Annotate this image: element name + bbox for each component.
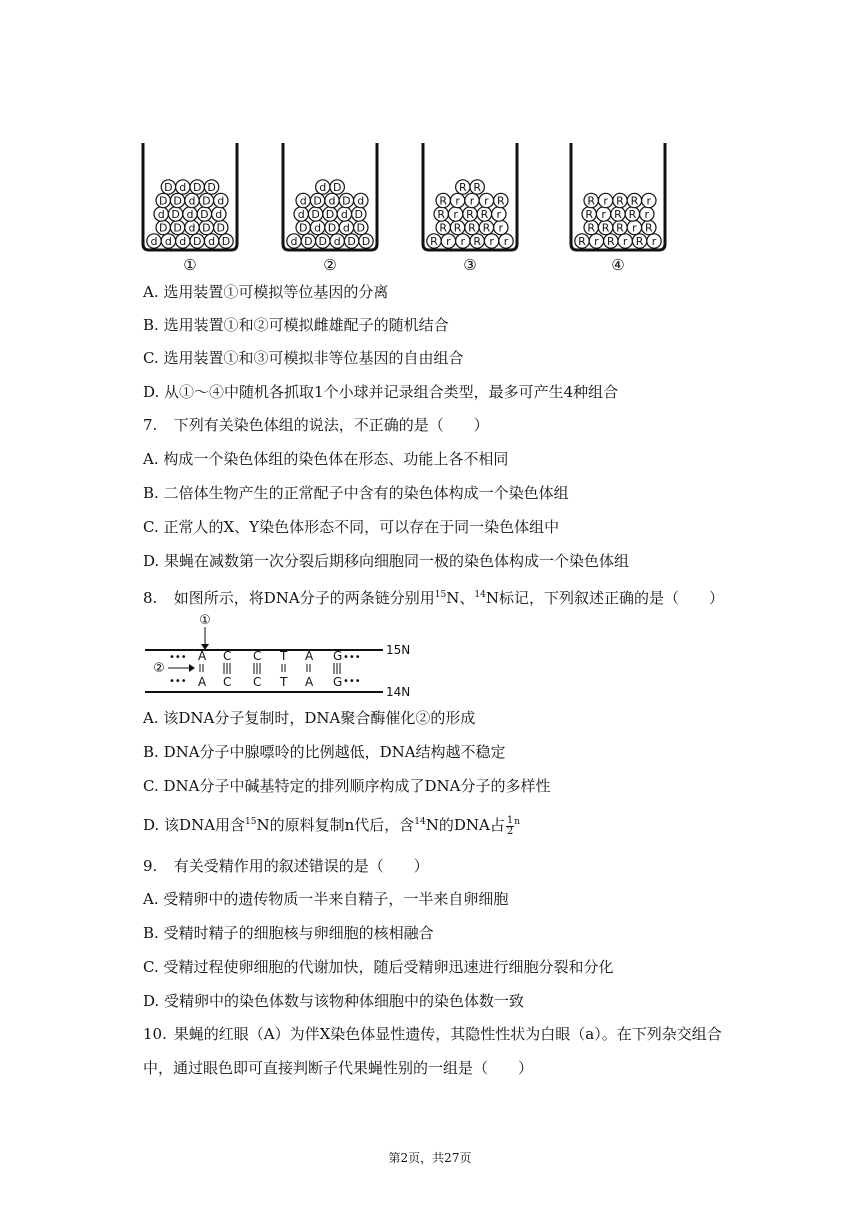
beaker-3 (423, 143, 517, 274)
ball (596, 207, 610, 221)
ball-allele: d (290, 235, 298, 248)
ball-allele: D (202, 221, 211, 235)
ball (214, 220, 228, 234)
ball-allele: R (606, 235, 615, 248)
ball (199, 193, 213, 207)
ball (170, 220, 184, 234)
ball (647, 234, 661, 248)
ball (352, 207, 366, 221)
ball (330, 180, 344, 194)
ball (494, 193, 508, 207)
ball (470, 180, 484, 194)
ball-allele: r (503, 235, 509, 248)
q7-option-b: B. 二倍体生物产生的正常配子中含有的染色体构成一个染色体组 (143, 484, 569, 502)
q6-option-c: C. 选用装置①和③可模拟非等位基因的自由组合 (143, 349, 464, 367)
ball-allele: R (616, 194, 624, 208)
ball-allele: r (646, 194, 652, 208)
base-top-5: A (305, 649, 314, 663)
ball-allele: R (630, 194, 639, 208)
ball-allele: R (439, 194, 448, 208)
ball (450, 220, 464, 234)
ball (479, 193, 493, 207)
base-bottom-5: A (305, 675, 314, 689)
ball (185, 220, 199, 234)
base-bottom-4: T (280, 675, 288, 689)
ball-allele: R (587, 221, 596, 235)
ball (161, 180, 175, 194)
dots-left-top: ••• (169, 652, 187, 663)
ball (344, 234, 358, 248)
ball-allele: d (188, 194, 196, 208)
ball (456, 234, 470, 248)
dna-diagram (143, 608, 443, 698)
q9-option-a: A. 受精卵中的遗传物质一半来自精子，一半来自卵细胞 (143, 890, 509, 908)
base-top-1: A (198, 649, 207, 663)
ball (470, 234, 484, 248)
ball (296, 193, 310, 207)
ball-allele: R (644, 221, 653, 235)
base-bottom-6: G (333, 675, 343, 689)
ball (448, 207, 462, 221)
ball-allele: r (484, 194, 489, 208)
ball (463, 207, 477, 221)
q7-option-c: C. 正常人的X、Y染色体形态不同，可以存在于同一染色体组中 (143, 518, 560, 536)
ball (219, 234, 233, 248)
ball (618, 234, 632, 248)
q10-stem-line1: 10. 果蝇的红眼（A）为伴X染色体显性遗传，其隐性性状为白眼（a）。在下列杂交组合 (143, 1025, 722, 1043)
ball (484, 234, 498, 248)
ball-allele: D (298, 221, 308, 235)
ball (310, 193, 324, 207)
q9-option-c: C. 受精过程使卵细胞的代谢加快，随后受精卵迅速进行细胞分裂和分化 (143, 958, 614, 976)
dots-right-bottom: ••• (343, 676, 361, 687)
ball (156, 220, 170, 234)
ball (339, 220, 353, 234)
ball (477, 207, 491, 221)
ball-allele: r (489, 235, 494, 248)
ball (436, 220, 450, 234)
ball-allele: D (318, 235, 328, 248)
dots-left-bottom: ••• (169, 676, 187, 687)
ball (436, 193, 450, 207)
ball (492, 207, 506, 221)
marker-1: ① (199, 613, 211, 628)
beaker-4 (571, 143, 665, 274)
fraction-one-half: $\frac{1}{2}$ (506, 814, 514, 837)
ball (287, 234, 301, 248)
ball-allele: D (356, 221, 366, 235)
ball-allele: d (299, 194, 307, 208)
q6-option-a: A. 选用装置①可模拟等位基因的分离 (143, 283, 389, 301)
ball-allele: d (357, 194, 365, 208)
ball-allele: r (644, 208, 650, 221)
ball-allele: R (482, 221, 491, 235)
ball-allele: d (157, 208, 165, 221)
ball-allele: D (332, 181, 342, 194)
ball-allele: d (314, 221, 322, 235)
ball-allele: d (217, 194, 225, 208)
q6-option-d: D. 从①～④中随机各抓取1个小球并记录组合类型，最多可产生4种组合 (143, 383, 619, 401)
ball (185, 193, 199, 207)
ball (308, 207, 322, 221)
ball-allele: D (304, 235, 313, 248)
ball-allele: r (632, 221, 637, 235)
q8-option-b: B. DNA分子中腺嘌呤的比例越低，DNA结构越不稳定 (143, 743, 506, 761)
ball-allele: d (164, 235, 172, 248)
ball (354, 220, 368, 234)
ball-allele: R (437, 208, 446, 221)
ball-allele: D (158, 194, 168, 208)
ball-allele: r (622, 235, 628, 248)
ball-allele: D (192, 181, 202, 194)
ball-allele: R (466, 208, 474, 221)
ball (465, 193, 479, 207)
beaker-figure (0, 0, 860, 280)
ball-allele: D (171, 208, 180, 221)
beaker-label: ③ (463, 256, 477, 274)
base-top-6: G (333, 649, 343, 663)
ball-allele: d (328, 194, 336, 208)
ball-allele: R (439, 221, 448, 235)
ball (625, 207, 639, 221)
ball-allele: R (601, 221, 610, 235)
ball-allele: D (313, 194, 322, 208)
ball (354, 193, 368, 207)
ball-allele: d (340, 208, 348, 221)
ball-allele: d (188, 221, 196, 235)
ball-allele: R (473, 235, 482, 248)
ball-allele: d (333, 235, 341, 248)
ball-allele: r (460, 235, 466, 248)
ball (214, 193, 228, 207)
ball (183, 207, 197, 221)
ball-allele: d (215, 208, 223, 221)
ball-allele: D (173, 221, 182, 235)
ball-allele: R (614, 208, 622, 221)
ball (465, 220, 479, 234)
ball (310, 220, 324, 234)
ball-allele: d (150, 235, 158, 248)
ball-allele: r (651, 235, 657, 248)
base-bottom-1: A (198, 675, 207, 689)
ball (190, 180, 204, 194)
ball (359, 234, 373, 248)
ball (325, 220, 339, 234)
q9-option-b: B. 受精时精子的细胞核与卵细胞的核相融合 (143, 924, 434, 942)
ball-allele: d (179, 235, 187, 248)
ball (294, 207, 308, 221)
ball-allele: D (202, 194, 211, 208)
ball (212, 207, 226, 221)
ball (598, 220, 612, 234)
ball-allele: r (446, 235, 451, 248)
ball-allele: R (453, 221, 462, 235)
ball (301, 234, 315, 248)
q6-option-b: B. 选用装置①和②可模拟雌雄配子的随机结合 (143, 316, 449, 334)
ball (339, 193, 353, 207)
ball (450, 193, 464, 207)
ball-allele: D (327, 221, 337, 235)
ball (589, 234, 603, 248)
q10-stem-line2: 中，通过眼色即可直接判断子代果蝇性别的一组是（ ） (143, 1059, 534, 1077)
ball (199, 220, 213, 234)
ball (598, 193, 612, 207)
ball (434, 207, 448, 221)
marker-2: ② (153, 661, 165, 676)
ball (584, 220, 598, 234)
ball-allele: R (628, 208, 637, 221)
ball-allele: R (585, 208, 594, 221)
q8-option-a: A. 该DNA分子复制时，DNA聚合酶催化②的形成 (143, 709, 476, 727)
ball-allele: D (361, 235, 371, 248)
ball (642, 193, 656, 207)
ball-allele: d (319, 181, 327, 194)
ball-allele: D (311, 208, 320, 221)
strand-label-top: 15N (386, 643, 411, 657)
ball-allele: R (635, 235, 644, 248)
ball-allele: r (603, 194, 608, 208)
ball (575, 234, 589, 248)
q8-option-c: C. DNA分子中碱基特定的排列顺序构成了DNA分子的多样性 (143, 777, 551, 795)
ball (494, 220, 508, 234)
ball-allele: r (453, 208, 458, 221)
ball-allele: r (496, 208, 502, 221)
ball (613, 220, 627, 234)
ball (197, 207, 211, 221)
ball-allele: d (186, 208, 194, 221)
ball (147, 234, 161, 248)
q9-stem: 9. 有关受精作用的叙述错误的是（ ） (143, 857, 429, 875)
ball-allele: R (430, 235, 438, 248)
beaker-label: ② (323, 256, 337, 274)
ball (154, 207, 168, 221)
ball-allele: d (297, 208, 305, 221)
ball (611, 207, 625, 221)
ball-allele: R (480, 208, 489, 221)
ball (582, 207, 596, 221)
ball (161, 234, 175, 248)
ball (337, 207, 351, 221)
ball (427, 234, 441, 248)
ball-allele: D (354, 208, 364, 221)
base-top-4: T (280, 649, 288, 663)
ball-allele: R (578, 235, 586, 248)
strand-label-bottom: 14N (386, 685, 411, 698)
ball (642, 220, 656, 234)
ball (176, 234, 190, 248)
ball-allele: D (207, 181, 216, 194)
ball (190, 234, 204, 248)
ball (640, 207, 654, 221)
ball-allele: r (455, 194, 460, 208)
ball-allele: R (587, 194, 596, 208)
ball (325, 193, 339, 207)
hydrogen-bonds (200, 663, 340, 674)
ball-allele: r (469, 194, 475, 208)
ball (204, 180, 218, 194)
beaker-1 (143, 143, 237, 274)
ball-allele: R (496, 194, 505, 208)
beaker-2 (283, 143, 377, 274)
ball (456, 180, 470, 194)
ball (168, 207, 182, 221)
base-top-3: C (253, 649, 262, 663)
ball (204, 234, 218, 248)
ball-allele: D (200, 208, 209, 221)
ball-allele: D (192, 235, 202, 248)
ball (632, 234, 646, 248)
ball-allele: D (158, 221, 168, 235)
ball (627, 220, 641, 234)
beaker-label: ④ (611, 256, 625, 274)
ball-allele: D (342, 194, 351, 208)
ball-allele: r (601, 208, 606, 221)
q7-option-d: D. 果蝇在减数第一次分裂后期移向细胞同一极的染色体构成一个染色体组 (143, 552, 630, 570)
ball (330, 234, 344, 248)
ball-allele: D (221, 235, 231, 248)
ball-allele: r (498, 221, 504, 235)
q8-option-d: D. 该DNA用含$^{15}$N的原料复制n代后，含$^{14}$N的DNA占 $\frac{1}{2}$ $^n$ (143, 814, 521, 837)
ball (604, 234, 618, 248)
ball (170, 193, 184, 207)
q8-stem: 8. 如图所示，将DNA分子的两条链分别用$^{15}$N、$^{14}$N标记，下列叙述正确的是（ ） (143, 589, 724, 607)
ball-allele: d (208, 235, 216, 248)
ball (584, 193, 598, 207)
ball (613, 193, 627, 207)
ball (316, 234, 330, 248)
ball-allele: R (458, 181, 467, 194)
base-bottom-2: C (223, 675, 232, 689)
ball (499, 234, 513, 248)
ball (156, 193, 170, 207)
ball-allele: R (473, 181, 482, 194)
ball (441, 234, 455, 248)
ball (479, 220, 493, 234)
beaker-label: ① (183, 256, 197, 274)
base-bottom-3: C (253, 675, 262, 689)
dots-right-top: ••• (343, 652, 361, 663)
ball-allele: D (173, 194, 182, 208)
ball (176, 180, 190, 194)
ball-allele: D (325, 208, 335, 221)
ball-allele: R (616, 221, 624, 235)
ball-allele: D (347, 235, 356, 248)
base-top-2: C (223, 649, 232, 663)
ball-allele: r (594, 235, 599, 248)
ball (296, 220, 310, 234)
ball (627, 193, 641, 207)
ball-allele: R (468, 221, 476, 235)
ball-allele: D (164, 181, 173, 194)
q9-option-d: D. 受精卵中的染色体数与该物种体细胞中的染色体数一致 (143, 992, 525, 1010)
ball-allele: d (342, 221, 350, 235)
ball-allele: d (179, 181, 187, 194)
ball (323, 207, 337, 221)
page-footer: 第2页，共27页 (388, 1151, 472, 1165)
q7-stem: 7. 下列有关染色体组的说法，不正确的是（ ） (143, 416, 489, 434)
q7-option-a: A. 构成一个染色体组的染色体在形态、功能上各不相同 (143, 450, 509, 468)
ball (316, 180, 330, 194)
ball-allele: D (216, 221, 226, 235)
